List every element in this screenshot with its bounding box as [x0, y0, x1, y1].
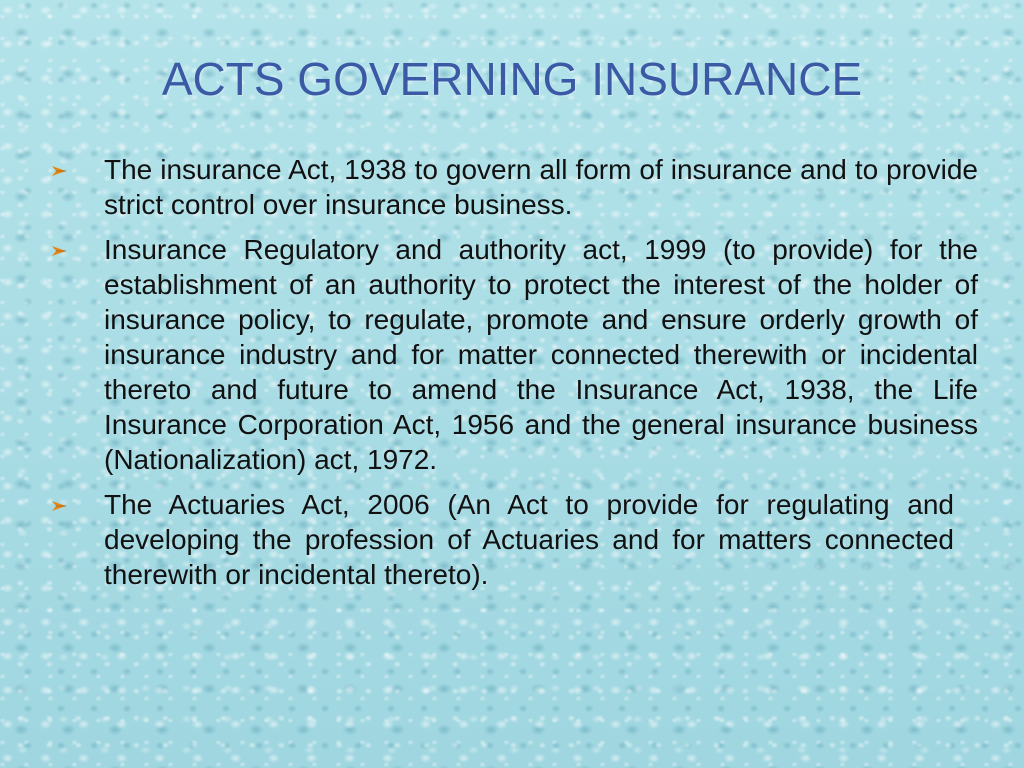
arrowhead-bullet-icon — [52, 246, 66, 256]
arrowhead-bullet-icon — [52, 501, 66, 511]
bullet-text: The Actuaries Act, 2006 (An Act to provide for regulating and developing the profession of Actuaries and for matters connected therewith or incidental thereto). — [104, 489, 954, 590]
bullet-item — [48, 152, 978, 222]
slide-title: ACTS GOVERNING INSURANCE — [161, 53, 863, 105]
bullet-text: Insurance Regulatory and authority act, 1999 (to provide) for the establishment of an authority to protect the interest of the holder of insurance policy, to regulate, promote and ensure orderly growth of insurance industry and for matter connected therewith or incidental thereto and future to amend the Insurance Act, 1938, the Life Insurance Corporation Act, 1956 and the general insurance business (Nationalization) act, 1972. — [104, 234, 978, 475]
arrowhead-bullet-icon — [52, 166, 66, 176]
bullet-item — [48, 232, 978, 477]
bullet-text: The insurance Act, 1938 to govern all form of insurance and to provide strict control over insurance business. — [104, 154, 978, 220]
bullet-item — [48, 487, 954, 592]
bullet-list — [48, 152, 978, 602]
